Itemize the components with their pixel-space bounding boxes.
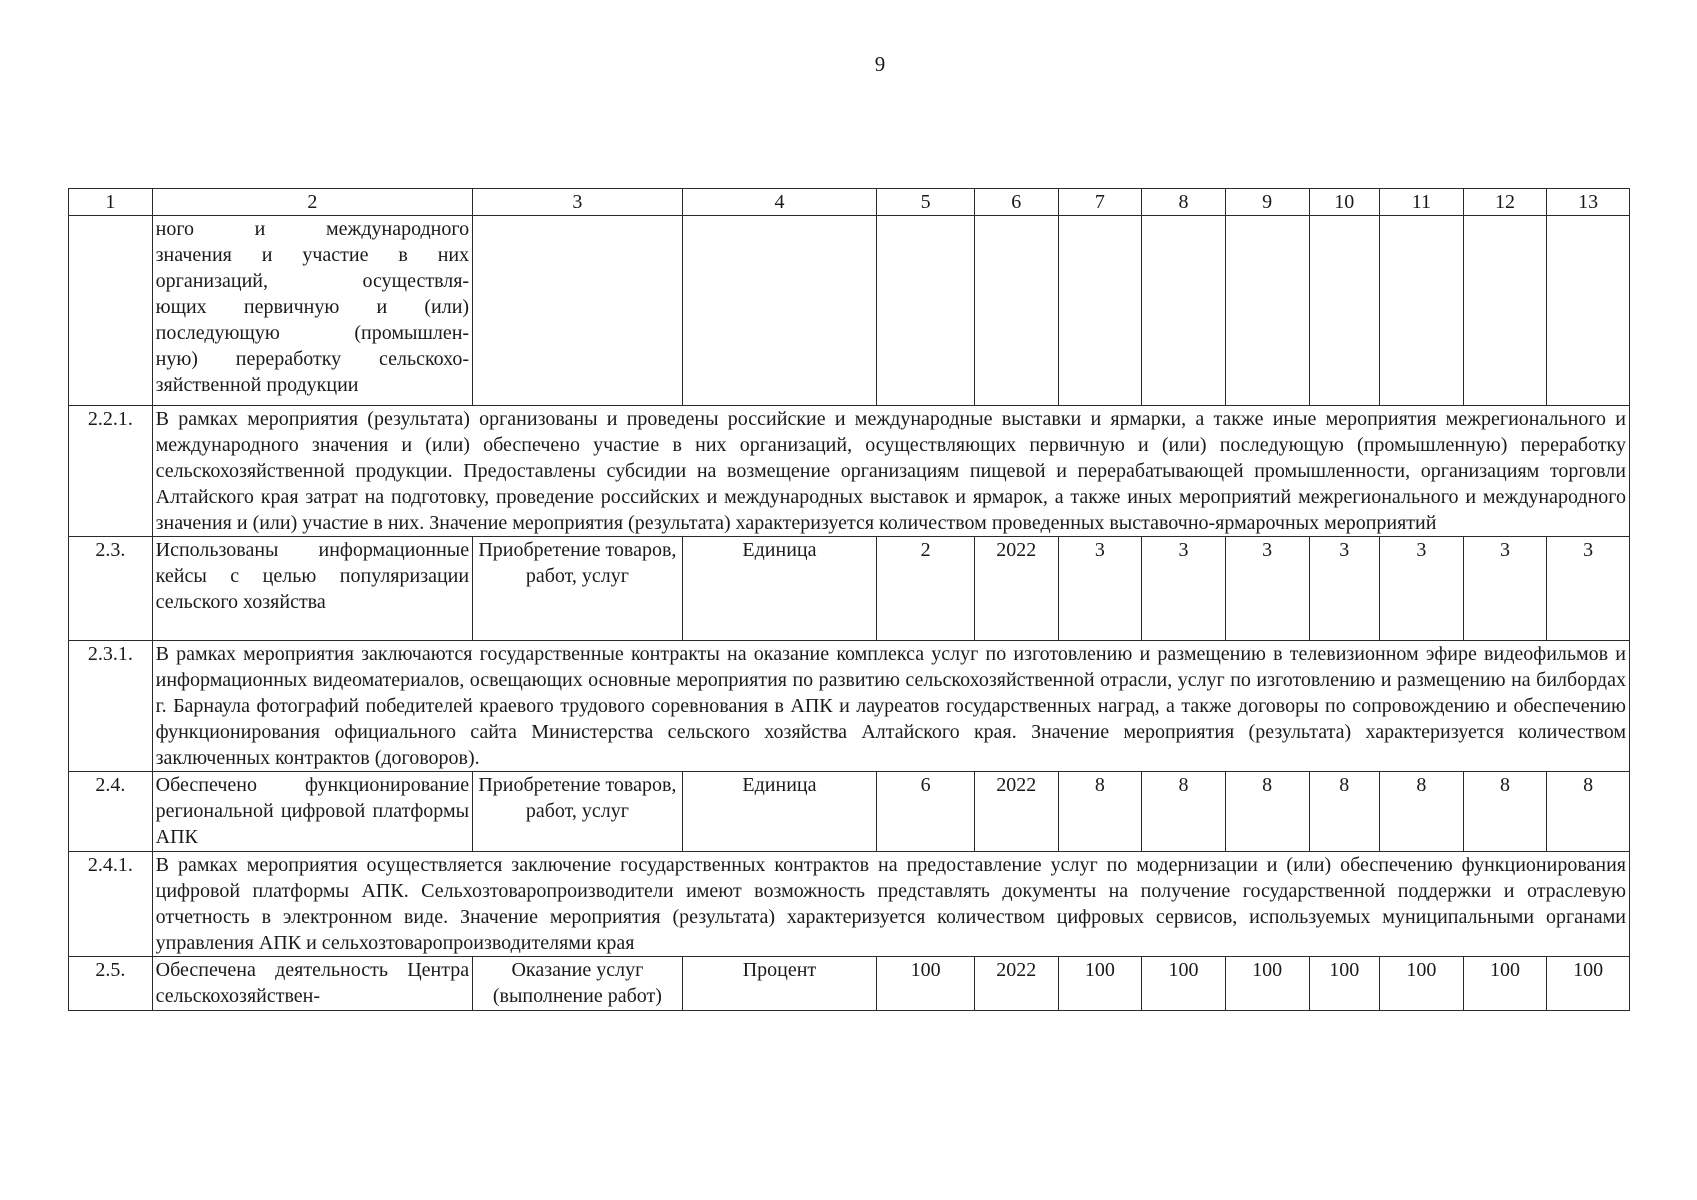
base-value: 6 [877,772,975,852]
year-value: 100 [1225,957,1309,1011]
year-value: 8 [1547,772,1630,852]
row-number: 2.5. [69,957,153,1011]
col-header: 1 [69,189,153,216]
year-value: 8 [1463,772,1547,852]
text-line: значения и участие в них [155,244,470,266]
table-row [69,406,1630,537]
table-row [69,957,1630,1011]
row-number: 2.2.1. [69,406,153,537]
col-header: 8 [1142,189,1226,216]
year-value: 100 [1058,957,1142,1011]
unit: Единица [682,772,876,852]
col-header: 10 [1309,189,1380,216]
year-value: 3 [1463,537,1547,641]
base-year: 2022 [974,957,1058,1011]
year-value: 8 [1380,772,1464,852]
base-year: 2022 [974,772,1058,852]
row-number: 2.4. [69,772,153,852]
base-value: 2 [877,537,975,641]
year-value: 100 [1463,957,1547,1011]
table-row [69,852,1630,957]
col-header: 3 [473,189,683,216]
text-line: ющих первичную и (или) [155,296,470,318]
result-name: Использованы информационные кейсы с целью популяризации сельского хозяйства [152,537,472,641]
row-number: 2.4.1. [69,852,153,957]
result-name: Обеспечена деятельность Центра сельскохозяйствен- [152,957,472,1011]
col-header: 11 [1380,189,1464,216]
continuation-name-cell [152,216,472,406]
result-name: Обеспечено функционирование региональной цифровой платформы АПК [152,772,472,852]
text-line: организаций, осуществля- [155,270,470,292]
column-number-row [69,189,1630,216]
col-header: 2 [152,189,472,216]
indicators-table [68,188,1630,1011]
description-cell: В рамках мероприятия (результата) организованы и проведены российские и международные выставки и ярмарки, а также иные мероприятия межрегионального и международного значения и (или) обеспечено участие в них организаций, осуществляющих первичную и (или) последующую (промышленную) переработку сельскохозяйственной продукции. Предоставлены субсидии на возмещение организациям пищевой и перерабатывающей промышленности, организациям торговли Алтайского края затрат на подготовку, проведение российских и международных выставок и ярмарок, а также иных мероприятий межрегионального и международного значения и (или) участие в них. Значение мероприятия (результата) характеризуется количеством проведенных выставочно-ярмарочных мероприятий [152,406,1629,537]
base-year: 2022 [974,537,1058,641]
text-line: последующую (промышлен- [155,322,470,344]
year-value: 8 [1309,772,1380,852]
year-value: 3 [1309,537,1380,641]
table-row [69,537,1630,641]
text-line: ную) переработку сельскохо- [155,348,470,370]
unit: Процент [682,957,876,1011]
description-cell: В рамках мероприятия заключаются государственные контракты на оказание комплекса услуг по изготовлению и размещению в телевизионном эфире видеофильмов и информационных видеоматериалов, освещающих основные мероприятия по развитию сельскохозяйственной отрасли, услуг по изготовлению и размещению на билбордах г. Барнаула фотографий победителей краевого трудового соревнования в АПК и лауреатов государственных наград, а также договоры по сопровождению и обеспечению функционирования официального сайта Министерства сельского хозяйства Алтайского края. Значение мероприятия (результата) характеризуется количеством заключенных контрактов (договоров). [152,641,1629,772]
table-row [69,772,1630,852]
text-line: ного и международного [155,218,470,240]
col-header: 12 [1463,189,1547,216]
col-header: 4 [682,189,876,216]
year-value: 3 [1142,537,1226,641]
result-type: Приобретение товаров, работ, услуг [473,537,683,641]
year-value: 100 [1309,957,1380,1011]
row-number: 2.3.1. [69,641,153,772]
unit: Единица [682,537,876,641]
year-value: 3 [1547,537,1630,641]
result-type: Приобретение товаров, работ, услуг [473,772,683,852]
description-cell: В рамках мероприятия осуществляется заключение государственных контрактов на предоставление услуг по модернизации и (или) обеспечению функционирования цифровой платформы АПК. Сельхозтоваропроизводители имеют возможность представлять документы на получение государственной поддержки и отраслевую отчетность в электронном виде. Значение мероприятия (результата) характеризуется количеством цифровых сервисов, используемых муниципальными органами управления АПК и сельхозтоваропроизводителями края [152,852,1629,957]
col-header: 7 [1058,189,1142,216]
table-row [69,641,1630,772]
year-value: 100 [1380,957,1464,1011]
col-header: 5 [877,189,975,216]
page-number: 9 [874,52,886,76]
year-value: 100 [1142,957,1226,1011]
result-type: Оказание услуг (выполнение работ) [473,957,683,1011]
year-value: 3 [1058,537,1142,641]
year-value: 3 [1380,537,1464,641]
year-value: 3 [1225,537,1309,641]
year-value: 100 [1547,957,1630,1011]
base-value: 100 [877,957,975,1011]
col-header: 6 [974,189,1058,216]
text-line: зяйственной продукции [155,374,359,396]
continuation-row [69,216,1630,406]
col-header: 13 [1547,189,1630,216]
year-value: 8 [1058,772,1142,852]
col-header: 9 [1225,189,1309,216]
row-number: 2.3. [69,537,153,641]
year-value: 8 [1225,772,1309,852]
year-value: 8 [1142,772,1226,852]
